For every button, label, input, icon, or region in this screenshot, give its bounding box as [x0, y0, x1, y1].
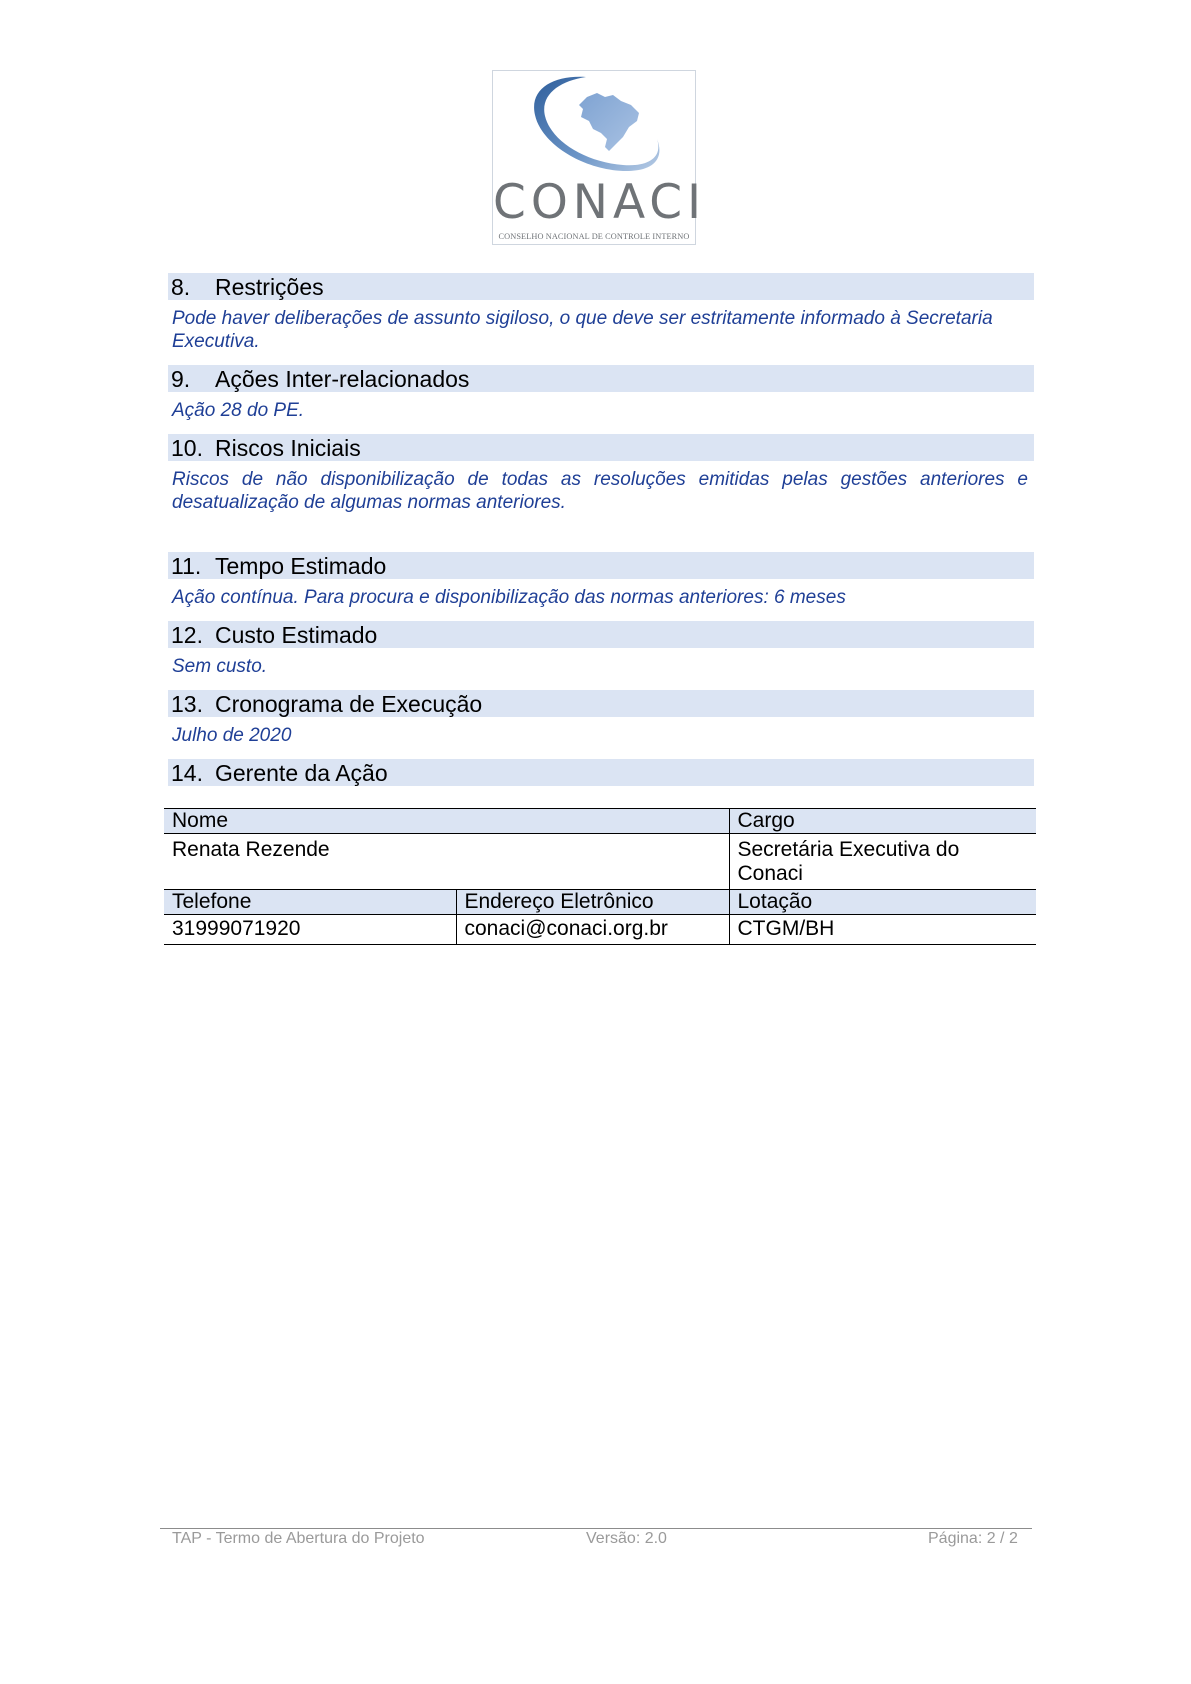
section-title: Tempo Estimado [215, 553, 387, 579]
footer-version: Versão: 2.0 [586, 1530, 667, 1547]
conaci-logo [492, 70, 706, 245]
section-number: 8. [171, 274, 191, 300]
section-number: 12. [171, 622, 203, 648]
header-telefone: Telefone [164, 890, 456, 915]
section-8-body: Pode haver deliberações de assunto sigiloso, o que deve ser estritamente informado à Secretaria Executiva. [172, 308, 993, 352]
cell-lotacao: CTGM/BH [729, 915, 1036, 945]
table-row [164, 915, 1036, 945]
table-row [164, 834, 1036, 890]
section-11-body: Ação contínua. Para procura e disponibilização das normas anteriores: 6 meses [172, 587, 846, 608]
section-title: Cronograma de Execução [215, 691, 483, 717]
section-13-body: Julho de 2020 [172, 725, 292, 746]
section-number: 10. [171, 435, 203, 461]
logo-subtitle: CONSELHO NACIONAL DE CONTROLE INTERNO [498, 232, 690, 241]
section-12-heading [168, 621, 1034, 648]
section-number: 14. [171, 760, 203, 786]
footer-page-number: Página: 2 / 2 [928, 1530, 1018, 1547]
section-title: Riscos Iniciais [215, 435, 361, 461]
section-9-heading [168, 365, 1034, 392]
header-cargo: Cargo [729, 809, 1036, 834]
section-title: Restrições [215, 274, 324, 300]
logo-wordmark: CONACI [493, 175, 706, 230]
cell-cargo [729, 834, 1036, 890]
section-title: Ações Inter-relacionados [215, 366, 470, 392]
section-title: Custo Estimado [215, 622, 378, 648]
section-title: Gerente da Ação [215, 760, 388, 786]
action-manager-table [164, 808, 1036, 945]
header-nome: Nome [164, 809, 729, 834]
section-9-body: Ação 28 do PE. [172, 400, 305, 421]
section-11-heading [168, 552, 1034, 579]
section-number: 11. [171, 553, 202, 579]
section-number: 13. [171, 691, 203, 717]
header-email: Endereço Eletrônico [456, 890, 729, 915]
section-10-heading [168, 434, 1034, 461]
cell-telefone: 31999071920 [164, 915, 456, 945]
section-number: 9. [171, 366, 191, 392]
section-10-body: Riscos de não disponibilização de todas as resoluções emitidas pelas gestões anteriores e desatualização de algumas normas anteriores. [172, 469, 1028, 513]
table-row [164, 809, 1036, 834]
section-14-heading [168, 759, 1034, 786]
footer-doc-title: TAP - Termo de Abertura do Projeto [172, 1530, 425, 1547]
cargo-line-2: Conaci [737, 862, 803, 885]
cell-email: conaci@conaci.org.br [456, 915, 729, 945]
table-row [164, 890, 1036, 915]
section-13-heading [168, 690, 1034, 717]
section-8-heading [168, 273, 1034, 300]
cell-nome: Renata Rezende [164, 834, 729, 890]
header-lotacao: Lotação [729, 890, 1036, 915]
section-12-body: Sem custo. [172, 656, 268, 677]
cargo-line-1: Secretária Executiva do [737, 838, 960, 861]
